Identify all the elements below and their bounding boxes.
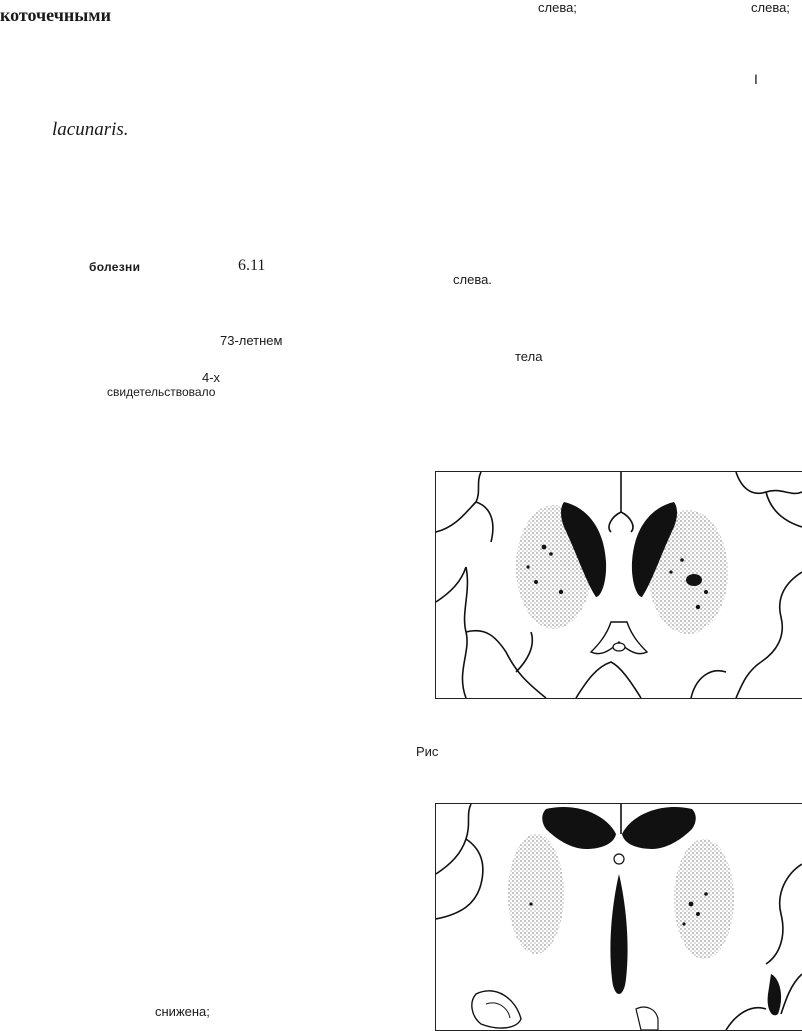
brain-section-top-drawing (436, 472, 802, 698)
figure-caption-label: Рис (416, 744, 439, 759)
figure-reference: 6.11 (238, 257, 266, 274)
tick-mark: I (754, 71, 758, 87)
brain-coronal-section-bottom (435, 803, 802, 1031)
word-lacunaris: lacunaris. (52, 119, 129, 140)
word-tela: тела (515, 349, 543, 364)
word-sleva-3: слева. (453, 272, 492, 287)
word-snizhena: снижена; (155, 1004, 210, 1019)
brain-coronal-section-top (435, 471, 802, 699)
word-fourth: 4-х (202, 370, 221, 385)
word-svidetelstvovalo: свидетельствовало (107, 385, 216, 399)
word-sleva-1: слева; (538, 0, 577, 15)
word-sleva-2: слева; (751, 0, 790, 15)
word-kotochechnymi: коточечными (0, 5, 111, 25)
brain-section-bottom-drawing (436, 804, 802, 1030)
word-bolezni: болезни (89, 260, 141, 274)
word-age: 73-летнем (220, 333, 283, 348)
